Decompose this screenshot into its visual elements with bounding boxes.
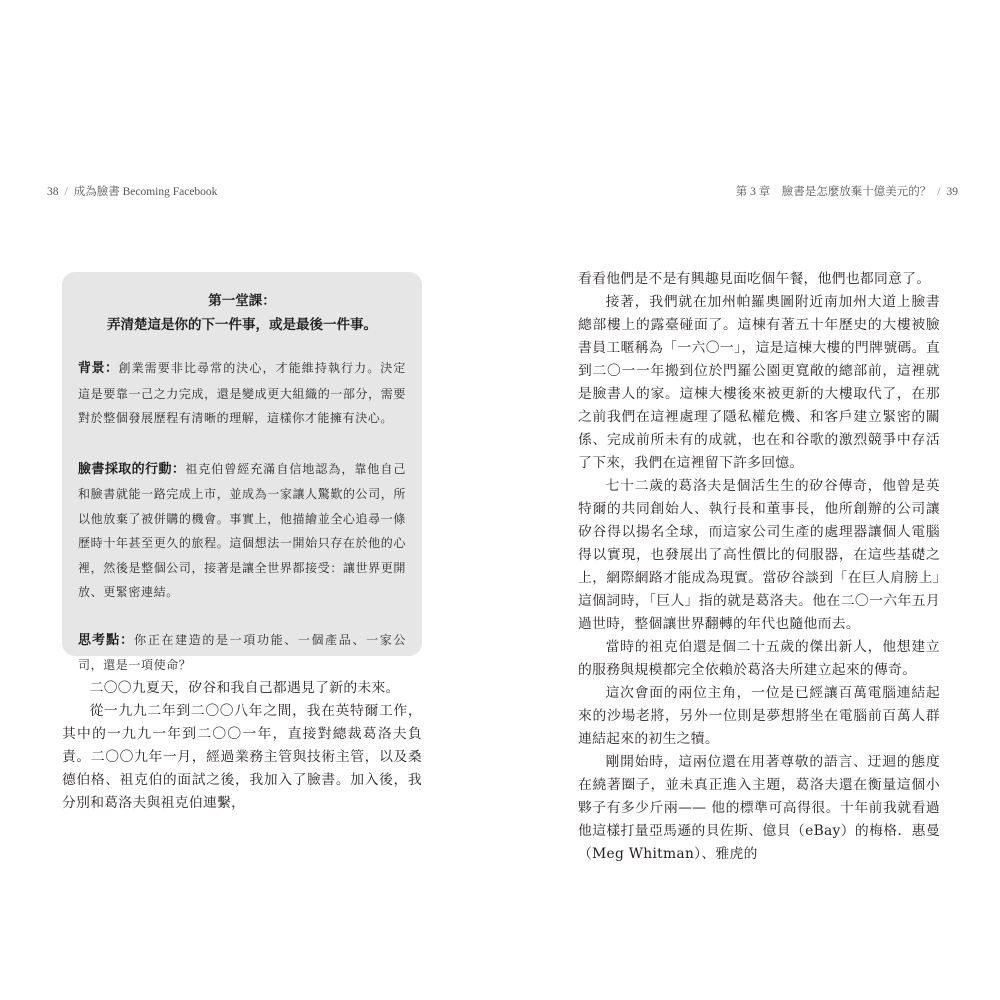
left-page-number: 38 bbox=[47, 186, 59, 198]
right-running-head bbox=[736, 183, 958, 199]
callout-title-line1: 第一堂課： bbox=[208, 293, 276, 309]
left-running-head bbox=[47, 183, 217, 199]
left-paragraph-2: 從一九九二年到二〇〇八年之間，我在英特爾工作，其中的一九九一年到二〇〇一年，直接對總裁葛洛夫負責。二〇〇九年一月，經過業務主管與技術主管，以及桑德伯格、祖克伯的面試之後，我加入了臉書。加入後，我分別和葛洛夫與祖克伯連繫， bbox=[62, 703, 422, 811]
right-head-separator: / bbox=[937, 186, 941, 198]
book-title: 成為臉書 Becoming Facebook bbox=[73, 186, 218, 198]
right-page-number: 39 bbox=[946, 186, 958, 198]
left-body-text bbox=[62, 677, 422, 815]
callout-think bbox=[78, 628, 406, 678]
left-head-separator: / bbox=[64, 186, 68, 198]
right-body-text bbox=[578, 268, 940, 866]
right-paragraph-4: 當時的祖克伯還是個二十五歲的傑出新人，他想建立的服務與規模都完全依賴於葛洛夫所建立起來的傳奇。 bbox=[578, 639, 940, 678]
callout-background-label: 背景： bbox=[78, 361, 119, 376]
callout-action-text: 祖克伯曾經充滿自信地認為，靠他自己和臉書就能一路完成上市，並成為一家讓人驚歎的公司，所以他放棄了被併購的機會。事實上，他描繪並全心追尋一條歷時十年甚至更久的旅程。這個想法一開始只存在於他的心裡，然後是整個公司，接著是讓全世界都接受：讓世界更開放、更緊密連結。 bbox=[78, 461, 406, 599]
right-paragraph-1: 看看他們是不是有興趣見面吃個午餐，他們也都同意了。 bbox=[578, 271, 931, 287]
callout-think-label: 思考點： bbox=[78, 632, 135, 648]
right-paragraph-2: 接著，我們就在加州帕羅奧圖附近南加州大道上臉書總部樓上的露臺碰面了。這棟有著五十年歷史的大樓被臉書員工暱稱為「一六〇一」，這是這棟大樓的門牌號碼。直到二〇一一年搬到位於門羅公園更寬敞的總部前，這裡就是臉書人的家。這棟大樓後來被更新的大樓取代了，在那之前我們在這裡處理了隱私權危機、和客戶建立緊密的關係、完成前所未有的成就，也在和谷歌的激烈競爭中存活了下來，我們在這裡留下許多回憶。 bbox=[578, 294, 940, 471]
callout-action-label: 臉書採取的行動： bbox=[78, 461, 186, 477]
chapter-title: 第 3 章 臉書是怎麼放棄十億美元的？ bbox=[735, 186, 932, 198]
left-paragraph-1: 二〇〇九夏天，矽谷和我自己都遇見了新的未來。 bbox=[89, 680, 400, 696]
callout-title-line2: 弄清楚這是你的下一件事，或是最後一件事。 bbox=[107, 317, 377, 333]
callout-background bbox=[78, 356, 406, 431]
lesson-callout-box bbox=[62, 272, 422, 672]
right-paragraph-5: 這次會面的兩位主角，一位是已經讓百萬電腦連結起來的沙場老將，另外一位則是夢想將坐在電腦前百萬人群連結起來的初生之犢。 bbox=[578, 685, 940, 747]
right-paragraph-6: 剛開始時，這兩位還在用著尊敬的語言、迂迴的態度在繞著圈子，並未真正進入主題，葛洛夫還在衡量這個小夥子有多少斤兩—— 他的標準可高得很。十年前我就看過他這樣打量亞馬遜的貝佐斯、億貝（eBay）的梅格．惠曼（Meg Whitman）、雅虎的 bbox=[578, 754, 940, 862]
callout-think-text: 你正在建造的是一項功能、一個產品、一家公司，還是一項使命？ bbox=[78, 632, 406, 672]
right-paragraph-3: 七十二歲的葛洛夫是個活生生的矽谷傳奇，他曾是英特爾的共同創始人、執行長和董事長，他所創辦的公司讓矽谷得以揚名全球，而這家公司生產的處理器讓個人電腦得以實現，也發展出了高性價比的伺服器，在這些基礎之上，網際網路才能成為現實。當矽谷談到「在巨人肩膀上」這個詞時，「巨人」指的就是葛洛夫。他在二〇一六年五月過世時，整個讓世界翻轉的年代也隨他而去。 bbox=[578, 478, 940, 632]
callout-action bbox=[78, 457, 406, 605]
callout-background-text: 創業需要非比尋常的決心，才能維持執行力。決定這是要靠一己之力完成，還是變成更大組織的一部分，需要對於整個發展歷程有清晰的理解，這樣你才能擁有決心。 bbox=[78, 361, 406, 425]
